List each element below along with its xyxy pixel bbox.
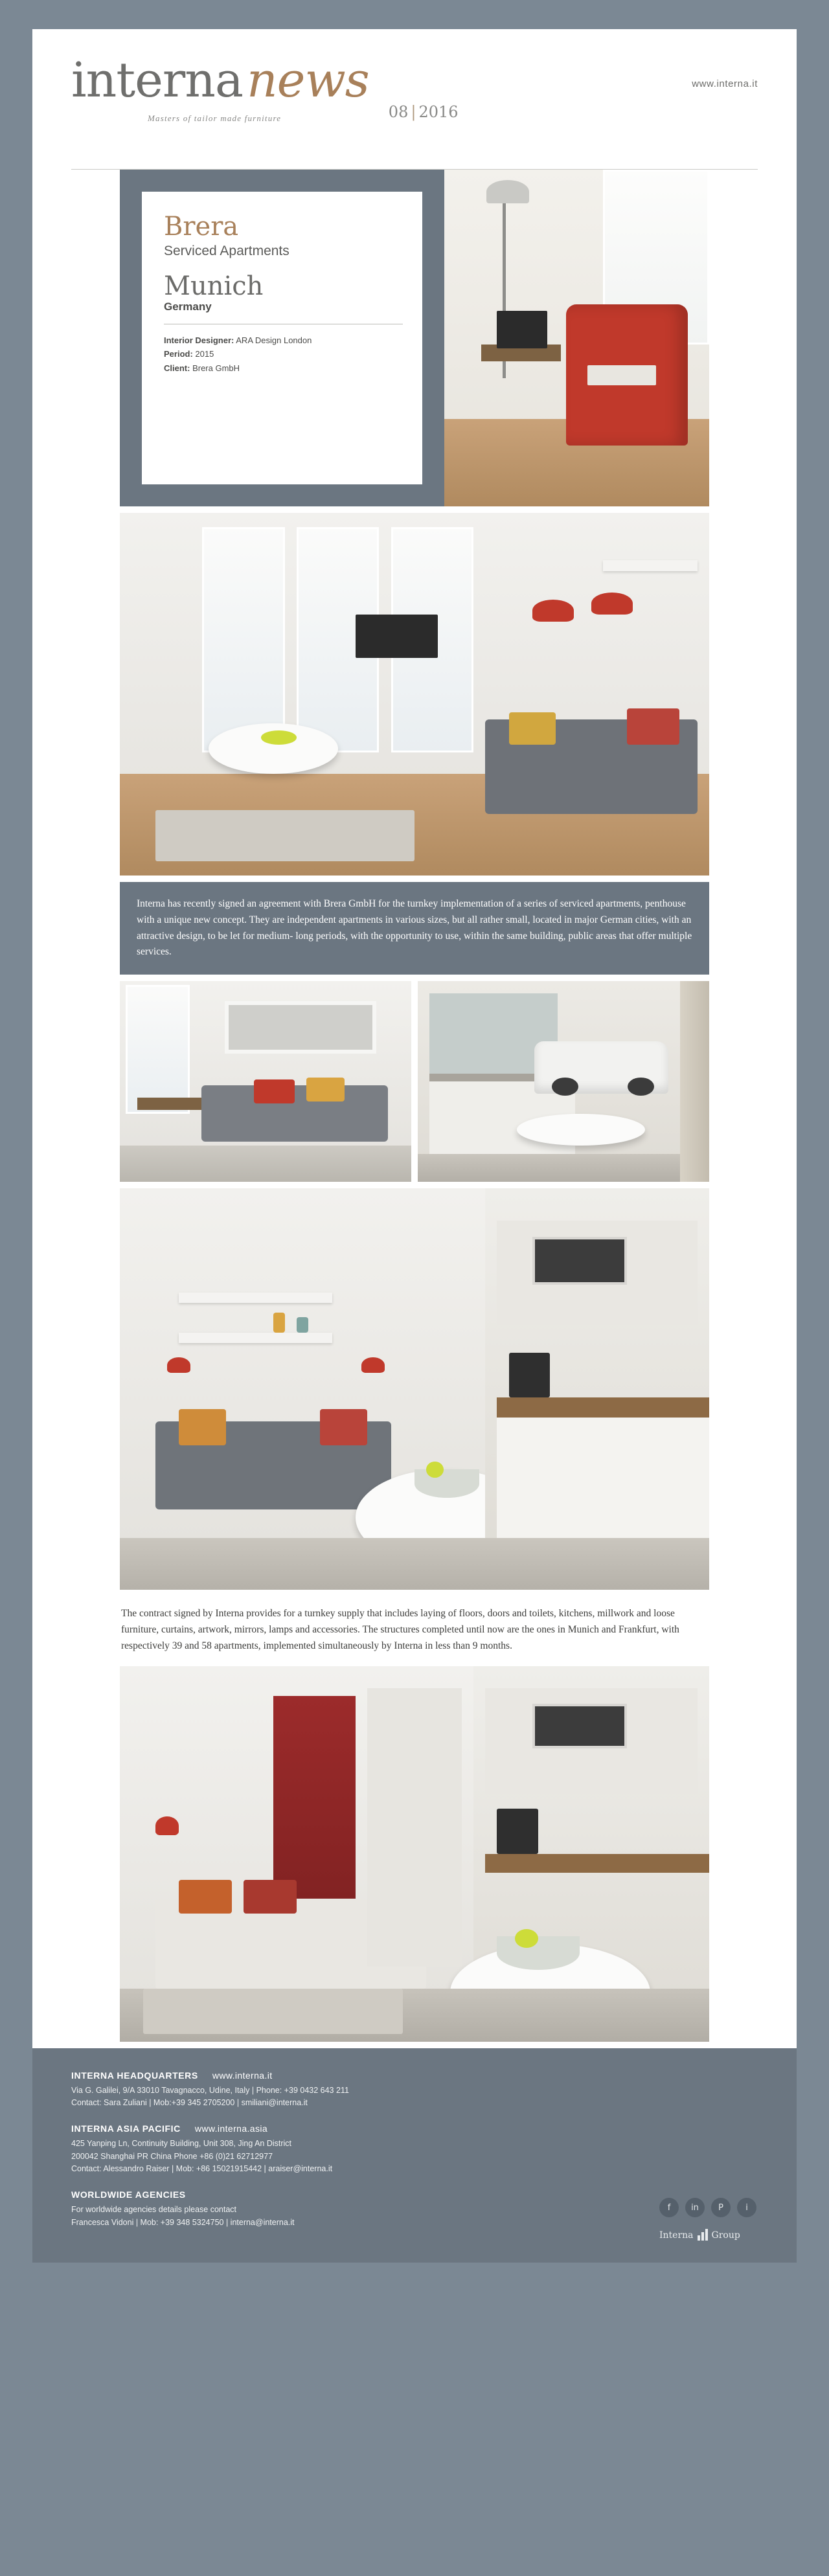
floor: [120, 1538, 709, 1590]
wood-countertop: [485, 1854, 709, 1873]
car-wheel-right: [628, 1078, 654, 1096]
fruit-lime: [515, 1929, 538, 1948]
decor-vase-teal: [297, 1317, 308, 1333]
wardrobe: [367, 1688, 462, 1966]
meta-label-client: Client:: [164, 363, 190, 373]
footer-brand-right: Group: [711, 2230, 740, 2241]
brand-logo: [71, 52, 369, 124]
meta-label-designer: Interior Designer:: [164, 335, 234, 345]
wall-shelf-upper: [179, 1293, 332, 1303]
issue-number: [389, 103, 459, 124]
info-icon[interactable]: i: [737, 2198, 756, 2217]
cushion-orange: [306, 1078, 345, 1102]
project-title: Brera: [164, 212, 239, 242]
contract-paragraph-text: The contract signed by Interna provides for a turnkey supply that includes laying of floors, doors and toilets, kitchens, millwork and loose furniture, curtains, artwork, mirrors, lamps and accessories. The structures completed until now are the ones in Munich and Frankfurt, with respectively 39 and 58 apartments, implemented simultaneously by Interna in less than 9 months.: [121, 1608, 679, 1652]
project-meta: [164, 333, 403, 375]
coffee-machine: [497, 1809, 538, 1854]
footer-heading-headquarters: [71, 2070, 758, 2081]
photo-kitchenette-car-art: [418, 981, 709, 1182]
round-table: [517, 1114, 645, 1146]
wall-shelf: [603, 560, 698, 571]
cushion-red: [254, 1079, 295, 1103]
cushion-red: [627, 708, 680, 745]
photo-living-kitchen-wide: [120, 1188, 709, 1590]
meta-row-period: [164, 347, 403, 361]
footer-worldwide-line-2: Francesca Vidoni | Mob: +39 348 5324750 | interna@interna.it: [71, 2217, 295, 2227]
project-card-panel: [120, 170, 444, 506]
meta-label-period: Period:: [164, 349, 193, 359]
footer-brand-left: Interna: [659, 2230, 694, 2241]
footer-hq-name: INTERNA HEADQUARTERS: [71, 2070, 198, 2081]
area-rug: [155, 810, 414, 861]
microwave: [532, 1237, 627, 1285]
coffee-machine: [509, 1353, 551, 1397]
footer-hq-line-2: Contact: Sara Zuliani | Mob:+39 345 2705200 | smiliani@interna.it: [71, 2097, 308, 2107]
fruit-lime: [426, 1462, 444, 1478]
car-wheel-left: [552, 1078, 578, 1096]
wall-shelf-lower: [179, 1333, 332, 1343]
content-column: [32, 170, 797, 2042]
laptop-screen: [497, 311, 547, 348]
red-lamp-right: [361, 1357, 385, 1373]
meta-value-period: 2015: [195, 349, 214, 359]
floor: [120, 1146, 411, 1182]
cushion-patterned-2: [320, 1409, 367, 1445]
wood-countertop: [497, 1397, 709, 1418]
project-info-card: [142, 192, 422, 484]
footer-hq-line-1: Via G. Galilei, 9/A 33010 Tavagnacco, Udine, Italy | Phone: +39 0432 643 211: [71, 2085, 349, 2095]
footer-worldwide-line-1: For worldwide agencies details please contact: [71, 2205, 236, 2215]
floor: [418, 1154, 709, 1182]
window-left: [202, 527, 284, 752]
wall-tv: [356, 615, 438, 658]
logo-word-news: news: [247, 52, 369, 108]
footer-group-asia-pacific: [71, 2123, 758, 2175]
photo-bedroom-sofa: [120, 981, 411, 1182]
two-photo-row: [120, 981, 709, 1182]
framed-artwork: [225, 1001, 376, 1054]
footer-group-worldwide: [71, 2189, 758, 2229]
social-icon-row: [659, 2198, 756, 2217]
issue-num: 08: [388, 103, 409, 121]
book-on-chair: [587, 365, 656, 385]
interna-group-logo: [659, 2229, 756, 2241]
project-subtitle: Serviced Apartments: [164, 243, 290, 258]
meta-row-client: [164, 361, 403, 375]
newsletter-sheet: [32, 29, 797, 2263]
pillow-red: [244, 1880, 297, 1914]
photo-living-dining: [120, 513, 709, 876]
footer-asia-line-1: 425 Yanping Ln, Continuity Building, Unit 308, Jing An District: [71, 2139, 292, 2149]
footer-asia-site[interactable]: www.interna.asia: [194, 2123, 268, 2134]
footer-asia-line-2: 200042 Shanghai PR China Phone +86 (0)21 62712977: [71, 2151, 273, 2161]
footer-heading-asia: [71, 2123, 758, 2134]
fruit-bowl: [414, 1469, 479, 1497]
pinterest-icon[interactable]: P: [711, 2198, 731, 2217]
footer-asia-line-3: Contact: Alessandro Raiser | Mob: +86 15021915442 | araiser@interna.it: [71, 2164, 333, 2174]
website-link[interactable]: www.interna.it: [692, 78, 758, 89]
red-wall-lamp: [155, 1816, 179, 1835]
decor-vase-yellow: [273, 1313, 285, 1333]
project-city: Munich: [164, 271, 264, 301]
window-left: [126, 985, 190, 1113]
pillow-orange: [179, 1880, 232, 1914]
masthead: [32, 29, 797, 159]
cushion-patterned-1: [179, 1409, 226, 1445]
footer-brandmark: [659, 2198, 756, 2241]
linkedin-icon[interactable]: in: [685, 2198, 705, 2217]
cushion-yellow: [509, 712, 556, 745]
issue-separator: |: [411, 103, 416, 121]
meta-row-designer: [164, 333, 403, 347]
red-pendant-lamp-2: [591, 593, 633, 615]
contract-paragraph-panel: [120, 1596, 709, 1666]
side-table: [137, 1098, 201, 1110]
meta-value-client: Brera GmbH: [192, 363, 240, 373]
footer-group-headquarters: [71, 2070, 758, 2110]
issue-year: 2016: [418, 103, 459, 121]
project-country: Germany: [164, 300, 403, 324]
area-rug: [143, 1989, 402, 2034]
curtain: [680, 981, 709, 1182]
hero-section: [120, 170, 709, 506]
floor-lamp-shade: [486, 180, 529, 203]
group-bars-icon: [698, 2229, 708, 2241]
red-lamp-left: [167, 1357, 190, 1373]
footer-worldwide-name: WORLDWIDE AGENCIES: [71, 2189, 186, 2200]
footer-hq-site[interactable]: www.interna.it: [212, 2070, 273, 2081]
fruit-bowl: [497, 1936, 579, 1970]
footer: [32, 2048, 797, 2263]
facebook-icon[interactable]: f: [659, 2198, 679, 2217]
logo-word-interna: interna: [71, 52, 244, 108]
microwave: [532, 1704, 627, 1749]
footer-heading-worldwide: [71, 2189, 758, 2200]
kitchen-lower-cabinets: [497, 1418, 709, 1538]
grey-sofa: [201, 1085, 388, 1142]
photo-bedroom-kitchen-wide: [120, 1666, 709, 2042]
red-pendant-lamp-1: [532, 600, 574, 622]
photo-red-armchair-corner: [444, 170, 710, 506]
intro-paragraph-text: Interna has recently signed an agreement with Brera GmbH for the turnkey implementation of a series of serviced apartments, penthouse with a unique new concept. They are independent apartments in various sizes, but all rather small, located in major German cities, with an attractive design, to be let for medium- long periods, with the opportunity to use, within the same building, public areas that offer multiple services.: [137, 898, 692, 958]
brand-tagline: Masters of tailor made furniture: [148, 113, 282, 123]
footer-asia-name: INTERNA ASIA PACIFIC: [71, 2123, 181, 2134]
intro-paragraph-panel: [120, 882, 709, 975]
meta-value-designer: ARA Design London: [236, 335, 312, 345]
